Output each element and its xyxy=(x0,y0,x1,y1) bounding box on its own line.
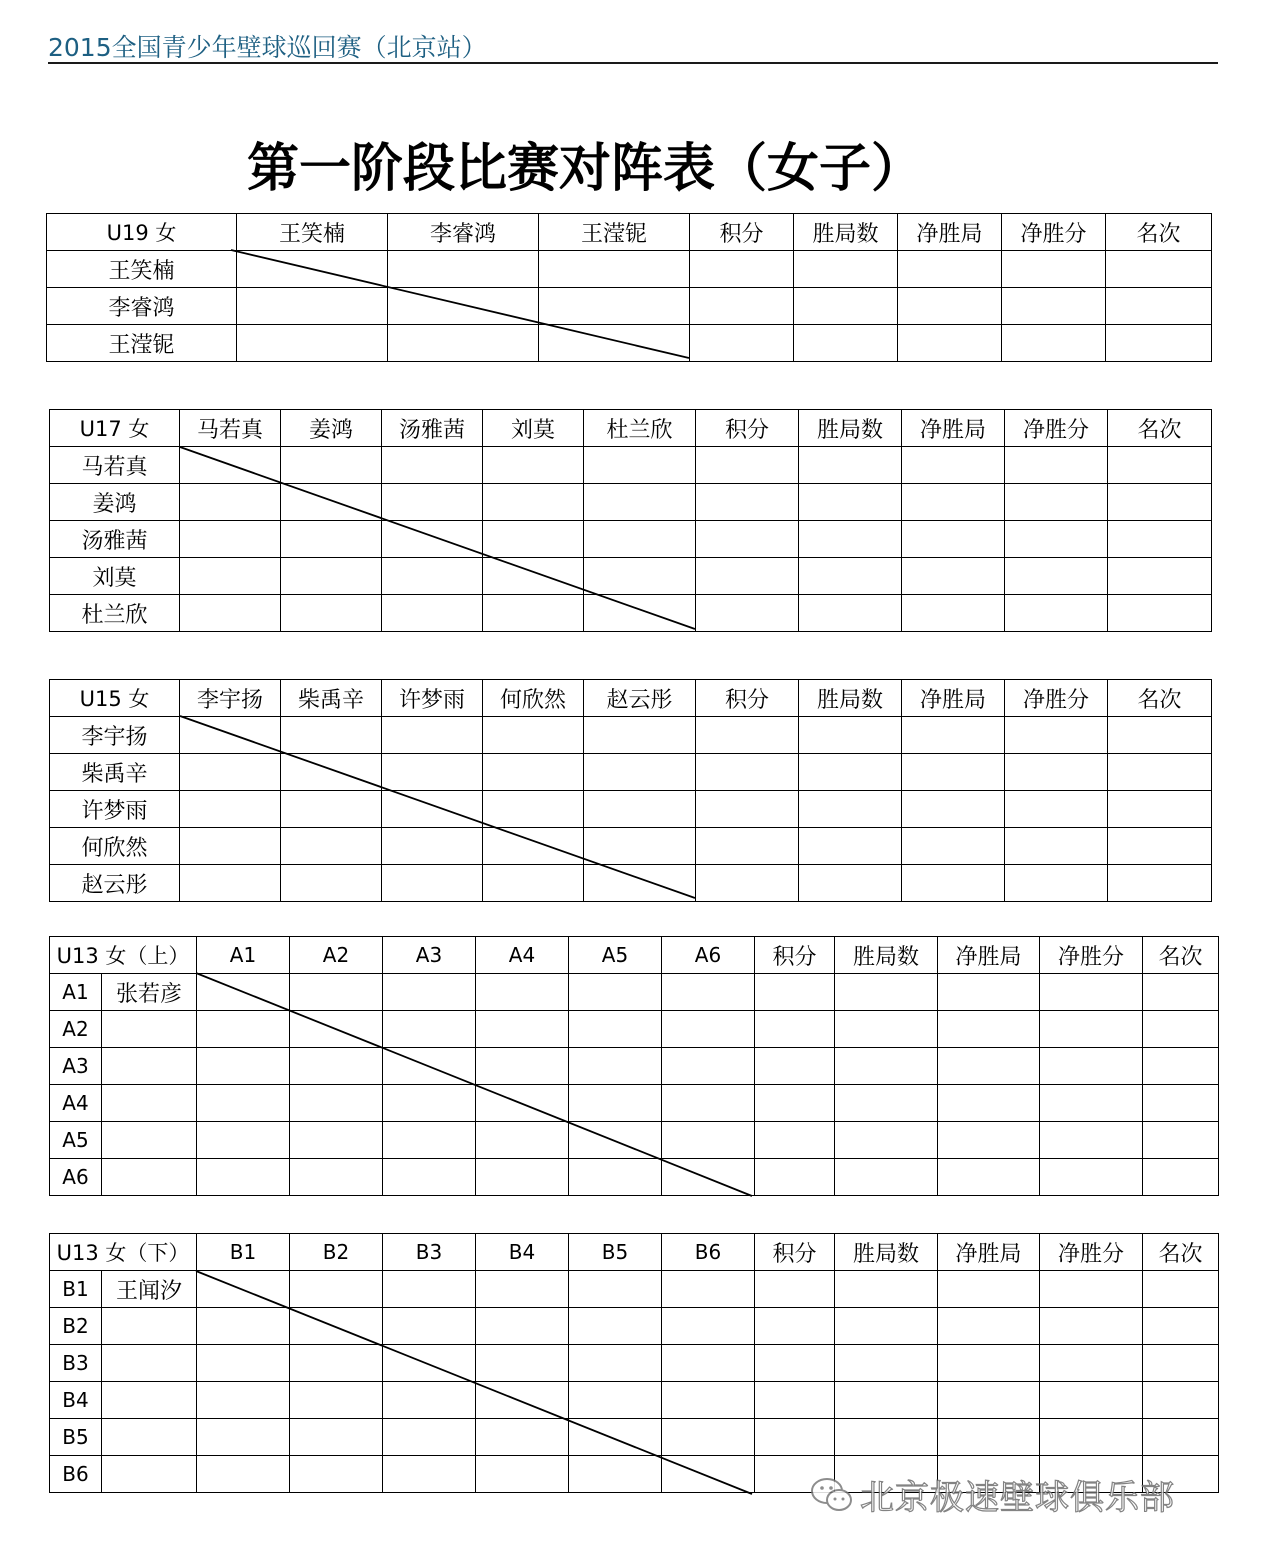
column-seed: A5 xyxy=(569,937,662,974)
wechat-icon xyxy=(808,1473,856,1517)
column-games-won: 胜局数 xyxy=(799,410,902,447)
u13b-table xyxy=(49,1233,1219,1493)
column-player: 李睿鸿 xyxy=(388,214,539,251)
column-net-games: 净胜局 xyxy=(938,937,1040,974)
table-row xyxy=(50,828,1212,865)
group-label: U15 女 xyxy=(50,680,180,717)
group-label: U13 女（上） xyxy=(50,937,197,974)
table-row xyxy=(50,1308,1219,1345)
row-seed: B2 xyxy=(50,1308,102,1345)
column-rank: 名次 xyxy=(1108,410,1212,447)
column-player: 柴禹辛 xyxy=(281,680,382,717)
table-row xyxy=(50,974,1219,1011)
column-player: 李宇扬 xyxy=(180,680,281,717)
column-points: 积分 xyxy=(690,214,794,251)
page-title: 第一阶段比赛对阵表（女子） xyxy=(246,139,923,199)
table-row xyxy=(50,1122,1219,1159)
column-player: 何欣然 xyxy=(483,680,584,717)
row-player xyxy=(102,1048,197,1085)
row-seed: B1 xyxy=(50,1271,102,1308)
row-player xyxy=(102,1419,197,1456)
column-points: 积分 xyxy=(696,680,799,717)
row-player: 李宇扬 xyxy=(50,717,180,754)
row-player: 张若彦 xyxy=(102,974,197,1011)
row-player xyxy=(102,1382,197,1419)
row-seed: B4 xyxy=(50,1382,102,1419)
column-games-won: 胜局数 xyxy=(799,680,902,717)
column-player: 马若真 xyxy=(180,410,281,447)
row-player: 李睿鸿 xyxy=(47,288,237,325)
column-player: 王滢铌 xyxy=(539,214,690,251)
column-player: 赵云彤 xyxy=(584,680,696,717)
column-net-points: 净胜分 xyxy=(1002,214,1106,251)
row-player: 马若真 xyxy=(50,447,180,484)
column-net-games: 净胜局 xyxy=(902,410,1005,447)
watermark xyxy=(808,1470,1175,1519)
column-player: 杜兰欣 xyxy=(584,410,696,447)
row-seed: B5 xyxy=(50,1419,102,1456)
row-player: 何欣然 xyxy=(50,828,180,865)
table-row xyxy=(50,1011,1219,1048)
table-row xyxy=(50,1085,1219,1122)
row-seed: A3 xyxy=(50,1048,102,1085)
table-row xyxy=(50,754,1212,791)
header-divider xyxy=(48,62,1218,64)
row-player: 王滢铌 xyxy=(47,325,237,362)
table-row xyxy=(50,791,1212,828)
column-player: 刘莫 xyxy=(483,410,584,447)
column-rank: 名次 xyxy=(1143,1234,1219,1271)
row-player: 王笑楠 xyxy=(47,251,237,288)
table-row xyxy=(50,865,1212,902)
table-row xyxy=(50,1048,1219,1085)
u19-table xyxy=(46,213,1212,362)
row-seed: A4 xyxy=(50,1085,102,1122)
table-row xyxy=(50,1271,1219,1308)
row-player xyxy=(102,1456,197,1493)
u15-table xyxy=(49,679,1212,902)
row-player: 许梦雨 xyxy=(50,791,180,828)
column-games-won: 胜局数 xyxy=(835,1234,938,1271)
table-row xyxy=(50,521,1212,558)
column-net-points: 净胜分 xyxy=(1040,1234,1143,1271)
row-player: 赵云彤 xyxy=(50,865,180,902)
row-player: 杜兰欣 xyxy=(50,595,180,632)
column-seed: A2 xyxy=(290,937,383,974)
column-seed: B4 xyxy=(476,1234,569,1271)
row-player: 柴禹辛 xyxy=(50,754,180,791)
row-player: 刘莫 xyxy=(50,558,180,595)
column-rank: 名次 xyxy=(1106,214,1212,251)
table-row xyxy=(50,1419,1219,1456)
row-seed: A2 xyxy=(50,1011,102,1048)
column-seed: B5 xyxy=(569,1234,662,1271)
table-row xyxy=(47,288,1212,325)
table-row xyxy=(50,717,1212,754)
table-row xyxy=(47,325,1212,362)
row-player xyxy=(102,1308,197,1345)
column-player: 汤雅茜 xyxy=(382,410,483,447)
group-label: U13 女（下） xyxy=(50,1234,197,1271)
column-seed: A3 xyxy=(383,937,476,974)
group-label: U19 女 xyxy=(47,214,237,251)
column-rank: 名次 xyxy=(1143,937,1219,974)
column-seed: B6 xyxy=(662,1234,755,1271)
watermark-text: 北京极速壁球俱乐部 xyxy=(860,1478,1175,1518)
row-seed: B6 xyxy=(50,1456,102,1493)
page-header: 2015全国青少年壁球巡回赛（北京站） xyxy=(48,33,487,62)
table-row xyxy=(47,251,1212,288)
column-points: 积分 xyxy=(755,1234,835,1271)
table-row xyxy=(50,1159,1219,1196)
row-seed: A5 xyxy=(50,1122,102,1159)
column-net-points: 净胜分 xyxy=(1040,937,1143,974)
column-net-games: 净胜局 xyxy=(938,1234,1040,1271)
column-net-points: 净胜分 xyxy=(1005,680,1108,717)
column-seed: B3 xyxy=(383,1234,476,1271)
table-row xyxy=(50,1382,1219,1419)
row-player xyxy=(102,1122,197,1159)
group-label: U17 女 xyxy=(50,410,180,447)
row-player xyxy=(102,1085,197,1122)
column-seed: A6 xyxy=(662,937,755,974)
table-row xyxy=(50,484,1212,521)
row-player xyxy=(102,1345,197,1382)
column-seed: B2 xyxy=(290,1234,383,1271)
column-games-won: 胜局数 xyxy=(794,214,898,251)
table-row xyxy=(50,1345,1219,1382)
column-net-games: 净胜局 xyxy=(902,680,1005,717)
row-seed: A1 xyxy=(50,974,102,1011)
column-seed: A4 xyxy=(476,937,569,974)
row-player xyxy=(102,1159,197,1196)
column-seed: A1 xyxy=(197,937,290,974)
table-row xyxy=(50,558,1212,595)
row-player: 姜鸿 xyxy=(50,484,180,521)
u17-table xyxy=(49,409,1212,632)
column-points: 积分 xyxy=(755,937,835,974)
column-net-games: 净胜局 xyxy=(898,214,1002,251)
column-rank: 名次 xyxy=(1108,680,1212,717)
row-seed: B3 xyxy=(50,1345,102,1382)
table-row xyxy=(50,595,1212,632)
column-player: 姜鸿 xyxy=(281,410,382,447)
column-player: 王笑楠 xyxy=(237,214,388,251)
row-player: 汤雅茜 xyxy=(50,521,180,558)
row-player xyxy=(102,1011,197,1048)
column-games-won: 胜局数 xyxy=(835,937,938,974)
column-net-points: 净胜分 xyxy=(1005,410,1108,447)
row-seed: A6 xyxy=(50,1159,102,1196)
column-seed: B1 xyxy=(197,1234,290,1271)
column-points: 积分 xyxy=(696,410,799,447)
row-player: 王闻汐 xyxy=(102,1271,197,1308)
table-row xyxy=(50,447,1212,484)
u13a-table xyxy=(49,936,1219,1196)
column-player: 许梦雨 xyxy=(382,680,483,717)
